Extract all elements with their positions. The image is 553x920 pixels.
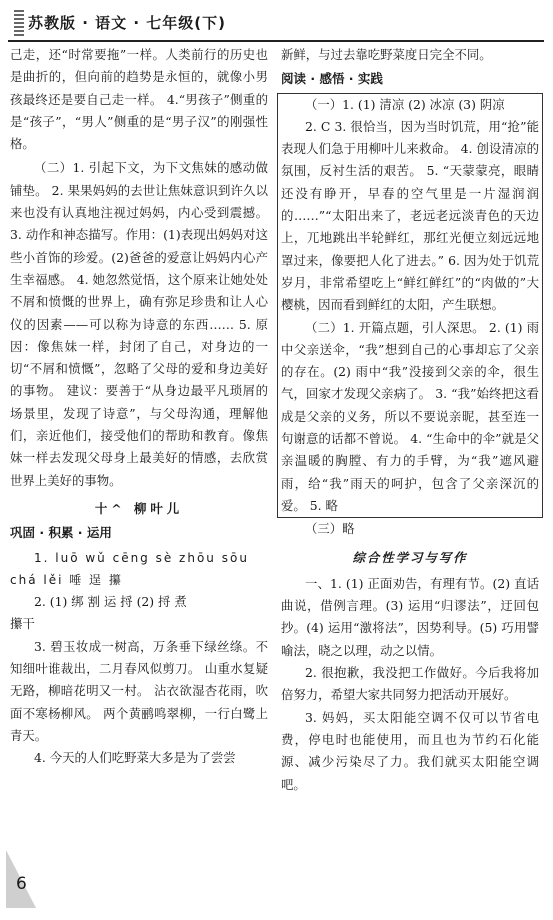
reading-answers-box-2 — [277, 317, 543, 519]
pinyin-line-1: 1. luō wǔ cēng sè zhōu sōu — [34, 550, 249, 565]
section-heading-writing: 综合性学习与写作 — [352, 549, 468, 565]
right-answer-2: 2. C 3. 很恰当，因为当时饥荒，用“抢”能表现人们急于用柳叶儿来救命。 4. 创设清凉的氛围，反衬生活的艰苦。 5. “天蒙蒙亮，眼睛还没有睁开，早春的空气里是一片湿润润的……”“太阳出来了，老远老远淡青色的天边上，兀地跳出半轮鲜红，那红光便立刻远远地罩过来，像要把人化了进去。” 6. 因为处于饥荒岁月，非常希望吃上“鲜红鲜红”的“肉做的”大樱桃，因而看到鲜红的太阳，产生联想。 — [281, 118, 539, 313]
header-stripes-decoration — [14, 10, 24, 36]
section-heading-consolidate: 巩固 · 积累 · 运用 — [10, 525, 112, 541]
page-number: 6 — [16, 874, 27, 894]
reading-answers-box-1 — [277, 93, 543, 317]
chapter-title: 十^ 柳叶儿 — [94, 500, 184, 516]
right-paragraph-1: 新鲜，与过去靠吃野菜度日完全不同。 — [281, 47, 492, 62]
right-column — [281, 44, 539, 796]
page-header — [8, 6, 544, 42]
left-answer-2: 2. (1) 绑 割 运 捋 (2) 捋 煮 — [34, 594, 187, 610]
right-answer-1: （一）1. (1) 清凉 (2) 冰凉 (3) 阴凉 — [305, 96, 505, 112]
page-number-tab — [6, 850, 36, 908]
right-answer-7: 3. 妈妈，买太阳能空调不仅可以节省电费，停电时也能使用，而且也为节约石化能源、减少污染尽了力。我们就买太阳能空调吧。 — [281, 709, 539, 792]
right-answer-4: （三）略 — [305, 521, 355, 537]
header-title: 苏教版 · 语文 · 七年级(下) — [28, 14, 226, 32]
pinyin-line-2: chá lěi 唾 逞 攥 — [10, 572, 123, 587]
right-answer-6: 2. 很抱歉，我没把工作做好。今后我将加倍努力，希望大家共同努力把活动开展好。 — [281, 665, 539, 703]
left-paragraph-1: 己走，还“时常要拖”一样。人类前行的历史也是曲折的，但向前的趋势是永恒的，就像小男孩最终还是要自己走一样。 4.“男孩子”侧重的是“孩子”，“男人”侧重的是“男子汉”的刚强性格。 — [10, 47, 268, 152]
right-answer-3: （二）1. 开篇点题，引人深思。 2. (1) 雨中父亲送伞，“我”想到自己的心事却忘了父亲的存在。(2) 雨中“我”没接到父亲的伞，很生气，回家才发现父亲病了。 3. “我”始终把这看成是父亲的义务，所以不要说亲昵，甚至连一句谢意的话都不曾说。 4. “生命中的伞”就是父亲温暖的胸膛、有力的手臂，为“我”遮风避雨，给“我”雨天的呵护，包含了父亲深沉的爱。 5. 略 — [281, 319, 539, 513]
left-answer-3: 3. 碧玉妆成一树高，万条垂下绿丝绦。不知细叶谁裁出，二月春风似剪刀。 山重水复疑无路，柳暗花明又一村。 沾衣欲湿杏花雨，吹面不寒杨柳风。 两个黄鹂鸣翠柳，一行白鹭上青天。 — [10, 638, 268, 743]
left-answer-2-cont: 攥干 — [10, 616, 35, 632]
section-heading-reading: 阅读 · 感悟 · 实践 — [281, 71, 383, 87]
left-answer-4: 4. 今天的人们吃野菜大多是为了尝尝 — [34, 750, 236, 766]
right-answer-5: 一、1. (1) 正面劝告，有理有节。(2) 直话曲说，借例言理。(3) 运用“归谬法”，迂回包抄。(4) 运用“激将法”，因势利导。(5) 巧用譬喻法，晓之以理，动之以情。 — [281, 575, 539, 658]
left-paragraph-2: （二）1. 引起下文，为下文焦妹的感动做铺垫。 2. 果果妈妈的去世让焦妹意识到许久以来也没有认真地注视过妈妈，内心受到震撼。 3. 动作和神态描写。作用：(1)表现出妈妈对这些小首饰的珍爱。(2)爸爸的爱意让妈妈内心产生幸福感。 4. 她忽然觉悟，这个原来让她处处不屑和愤慨的世界上，确有弥足珍贵和让人心仪的因素——可以称为诗意的东西…… 5. 原因：像焦妹一样，封闭了自己，对身边的一切“不屑和愤慨”，忽略了父母的爱和身边美好的事物。 建议：要善于“从身边最平凡琐屑的场景里，发现了诗意”，与父母沟通，理解他们，亲近他们，接受他们的帮助和教育。像焦妹一样去发现父母身上最美好的情感，去欣赏世界上美好的事物。 — [10, 160, 268, 488]
left-column — [10, 44, 268, 770]
